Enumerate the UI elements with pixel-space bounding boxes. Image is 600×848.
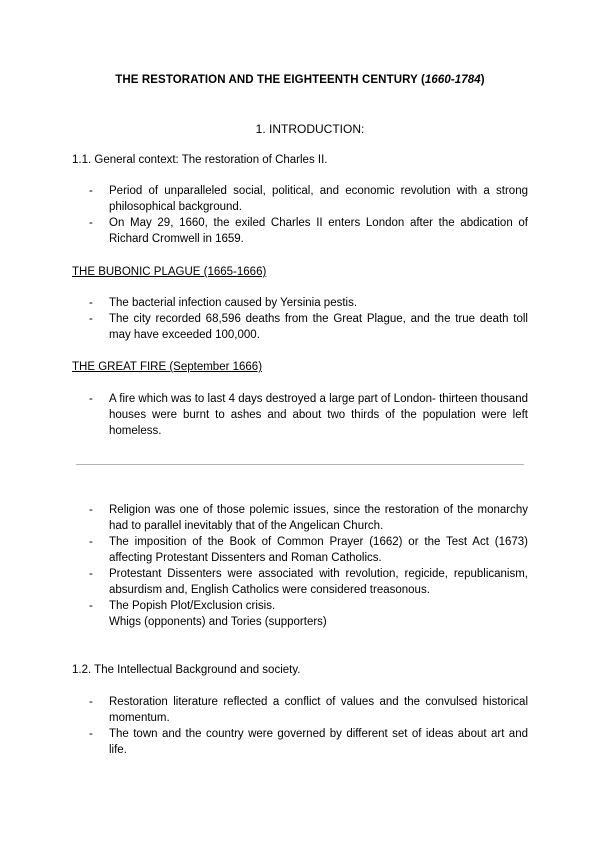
introduction-heading: 1. INTRODUCTION: [255,122,365,136]
dash-bullet: - [89,217,93,229]
section-1-1-list [72,183,528,247]
plague-list [72,295,528,343]
plague-heading: THE BUBONIC PLAGUE (1665-1666) [72,266,267,278]
dash-bullet: - [89,297,93,309]
title-main: THE RESTORATION AND THE EIGHTEENTH CENTURY ( [115,74,425,86]
dash-bullet: - [89,600,93,612]
section-1-2-heading: 1.2. The Intellectual Background and society. [72,664,301,676]
list-item: - The bacterial infection caused by Yersinia pestis. [89,297,358,309]
list-item: - The Popish Plot/Exclusion crisis. Whigs (opponents) and Tories (supporters) [72,598,528,630]
religion-list [72,502,528,630]
list-item: - On May 29, 1660, the exiled Charles II enters London after the abdication of Richard Cromwell in 1659. [89,217,528,245]
dash-bullet: - [89,696,93,708]
dash-bullet: - [89,185,93,197]
dash-bullet: - [89,728,93,740]
list-item: - The town and the country were governed by different set of ideas about art and life. [89,728,528,756]
dash-bullet: - [89,536,93,548]
section-1-1-heading: 1.1. General context: The restoration of Charles II. [72,154,328,166]
dash-bullet: - [89,313,93,325]
list-item: - The city recorded 68,596 deaths from the Great Plague, and the true death toll may have exceeded 100,000. [89,313,528,341]
document-title [0,72,600,88]
dash-bullet: - [89,393,93,405]
list-item: - Period of unparalleled social, political, and economic revolution with a strong philosophical background. [89,185,528,213]
list-item: - Religion was one of those polemic issues, since the restoration of the monarchy had to parallel inevitably that of the Angelican Church. [89,504,528,532]
dash-bullet: - [89,568,93,580]
list-item-continuation: Whigs (opponents) and Tories (supporters) [109,616,327,628]
list-item: - The imposition of the Book of Common Prayer (1662) or the Test Act (1673) affecting Protestant Dissenters and Roman Catholics. [89,536,528,564]
title-close: ) [480,74,485,86]
horizontal-divider [76,464,524,465]
fire-heading: THE GREAT FIRE (September 1666) [72,361,263,373]
title-years: 1660-1784 [424,74,481,86]
section-1-2-list [72,694,528,758]
list-item: - Protestant Dissenters were associated with revolution, regicide, republicanism, absurdism and, English Catholics were considered treasonous. [89,568,528,596]
list-item: - Restoration literature reflected a conflict of values and the convulsed historical momentum. [89,696,528,724]
list-item: - A fire which was to last 4 days destroyed a large part of London- thirteen thousand houses were burnt to ashes and about two thirds of the population were left homeless. [89,393,528,437]
fire-list [72,391,528,439]
dash-bullet: - [89,504,93,516]
